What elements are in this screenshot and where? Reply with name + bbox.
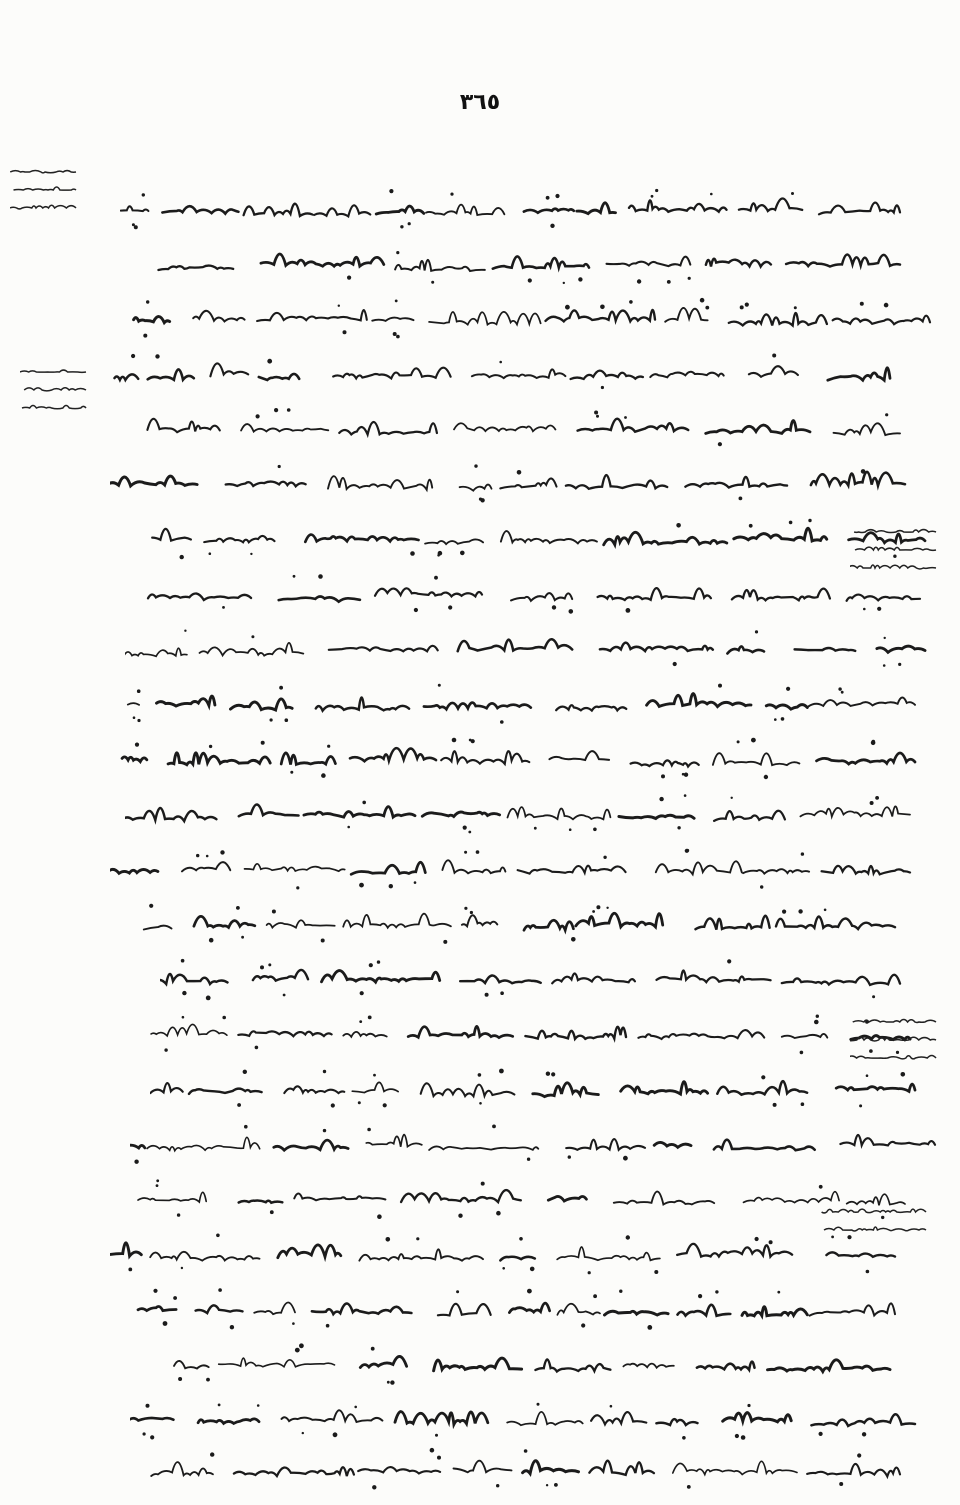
- margin-annotation: [820, 1200, 930, 1240]
- handwritten-line: [150, 1005, 915, 1057]
- handwritten-line: [120, 180, 905, 232]
- handwritten-line: [130, 1390, 920, 1442]
- page-number: ٣٦٥: [459, 90, 501, 115]
- handwritten-line: [130, 400, 905, 452]
- handwritten-line: [140, 235, 905, 287]
- handwritten-line: [120, 730, 920, 782]
- handwritten-line: [145, 1335, 895, 1387]
- margin-annotation: [850, 1010, 940, 1090]
- handwritten-line: [135, 1170, 910, 1222]
- handwritten-line: [110, 455, 910, 507]
- handwritten-line: [150, 1440, 905, 1492]
- handwritten-line: [125, 620, 930, 672]
- handwritten-line: [120, 565, 925, 617]
- margin-annotation: [10, 160, 80, 220]
- handwritten-line: [110, 345, 895, 397]
- handwritten-line: [125, 785, 915, 837]
- handwritten-line: [110, 1225, 900, 1277]
- handwritten-line: [125, 1280, 900, 1332]
- handwritten-line: [150, 1060, 920, 1112]
- handwritten-line: [130, 290, 935, 342]
- handwritten-line: [130, 1115, 940, 1167]
- margin-annotation: [20, 360, 90, 450]
- margin-annotation: [850, 520, 940, 600]
- handwritten-line: [160, 950, 905, 1002]
- handwritten-line: [120, 510, 930, 562]
- handwritten-line: [125, 675, 920, 727]
- handwritten-line: [110, 840, 915, 892]
- handwritten-line: [140, 895, 900, 947]
